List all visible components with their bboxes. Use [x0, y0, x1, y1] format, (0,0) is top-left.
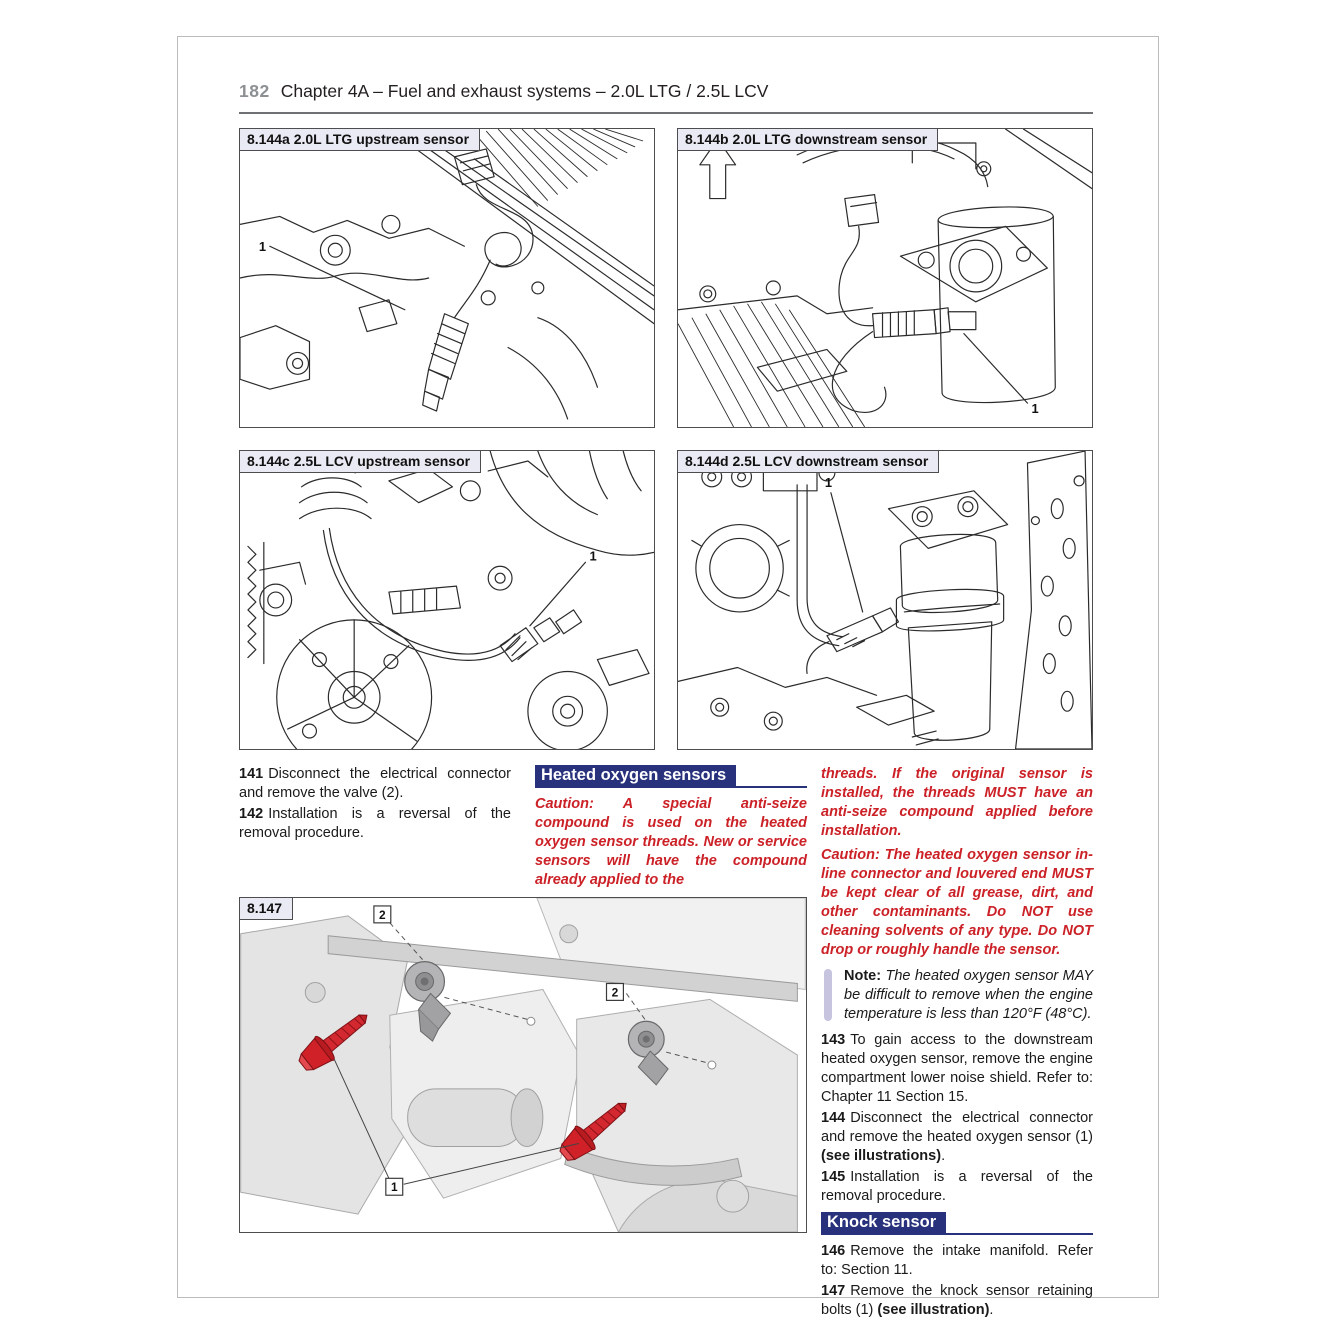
figure-caption: 8.144d 2.5L LCV downstream sensor	[677, 450, 939, 473]
figure-8147	[239, 897, 807, 1233]
callout-2b	[607, 983, 624, 1000]
step-number: 143	[821, 1032, 846, 1048]
step-number: 147	[821, 1283, 846, 1299]
column-1	[239, 765, 511, 897]
column-2	[535, 765, 807, 897]
figure-caption: 8.144a 2.0L LTG upstream sensor	[239, 128, 480, 151]
text-section	[239, 765, 1093, 1322]
section-heading-rule	[946, 1233, 1093, 1235]
page-title: Chapter 4A – Fuel and exhaust systems – 2.0L LTG / 2.5L LCV	[280, 81, 769, 101]
knock-sensor-illustration	[240, 898, 806, 1232]
page-number: 182	[239, 81, 270, 101]
figure-caption: 8.147	[239, 897, 293, 920]
step-143	[821, 1031, 1093, 1107]
engine-line-art-downstream-lcv	[678, 451, 1092, 749]
note-text: The heated oxygen sensor MAY be difficult to remove when the engine temperature is less than 120°F (48°C).	[844, 968, 1094, 1022]
step-141	[239, 765, 511, 803]
section-heading-knock-sensor	[821, 1212, 1093, 1235]
step-text: Remove the intake manifold. Refer to: Section 11.	[821, 1243, 1093, 1278]
figure-8144d	[677, 450, 1093, 750]
see-illustration: (see illustration)	[877, 1302, 990, 1318]
engine-line-art-upstream-ltg	[240, 129, 654, 427]
line-art-detail	[248, 451, 654, 749]
see-illustrations: (see illustrations)	[821, 1148, 942, 1164]
figure-8144c	[239, 450, 655, 750]
starter-motor	[408, 1089, 525, 1147]
note-label: Note:	[844, 968, 882, 984]
section-heading-label: Knock sensor	[821, 1212, 946, 1235]
left-column-group	[239, 765, 807, 1322]
callout-2a	[374, 906, 391, 923]
step-145	[821, 1168, 1093, 1206]
step-text: Installation is a reversal of the removal procedure.	[821, 1169, 1093, 1204]
caution-paragraph: Caution: A special anti-seize compound is used on the heated oxygen sensor threads. New or service sensors will have the compound already applied to the	[535, 796, 807, 888]
two-column-text	[239, 765, 807, 897]
callout-label: 2	[379, 907, 386, 922]
step-text-after: .	[941, 1148, 946, 1164]
figure-caption: 8.144b 2.0L LTG downstream sensor	[677, 128, 938, 151]
header-rule	[239, 112, 1093, 114]
step-number: 144	[821, 1110, 846, 1126]
column-3	[821, 765, 1093, 1322]
step-number: 146	[821, 1243, 846, 1259]
step-text: Remove the knock sensor retaining bolts (1)	[821, 1283, 1093, 1318]
section-heading-rule	[736, 786, 807, 788]
callout-1: 1	[824, 474, 833, 490]
line-art-detail	[678, 451, 1092, 749]
engine-line-art-downstream-ltg	[678, 129, 1092, 427]
note-bar	[824, 969, 832, 1021]
step-text: Disconnect the electrical connector and remove the valve (2).	[239, 766, 511, 801]
line-art-detail	[240, 129, 654, 419]
step-147	[821, 1282, 1093, 1320]
figure-8144a	[239, 128, 655, 428]
step-146	[821, 1242, 1093, 1280]
step-number: 141	[239, 766, 264, 782]
step-text: To gain access to the downstream heated oxygen sensor, remove the engine compartment lower noise shield. Refer to: Chapter 11 Section 15.	[821, 1032, 1093, 1105]
section-heading-heated-oxygen-sensors	[535, 765, 807, 788]
line-art-detail	[678, 129, 1092, 412]
step-text: Disconnect the electrical connector and remove the heated oxygen sensor (1)	[821, 1110, 1093, 1145]
step-text: Installation is a reversal of the removal procedure.	[239, 806, 511, 841]
callout-1: 1	[258, 239, 267, 255]
note-block	[821, 967, 1093, 1024]
caution-paragraph-2: Caution: The heated oxygen sensor in-line connector and louvered end MUST be kept clear of all grease, dirt, and other contaminants. Do NOT use cleaning solvents of any type. Do NOT drop or roughly handle the sensor.	[821, 847, 1093, 958]
step-144	[821, 1109, 1093, 1166]
callout-1: 1	[589, 548, 597, 564]
page-header	[239, 81, 1093, 102]
step-number: 145	[821, 1169, 846, 1185]
section-heading-label: Heated oxygen sensors	[535, 765, 736, 788]
fin-hatching	[474, 129, 643, 206]
figure-grid	[239, 128, 1093, 750]
callout-label: 1	[390, 1180, 398, 1195]
step-number: 142	[239, 806, 264, 822]
step-142	[239, 805, 511, 843]
engine-line-art-upstream-lcv	[240, 451, 654, 749]
callout-leader	[831, 493, 863, 612]
callout-label: 2	[611, 985, 619, 1000]
figure-8144b	[677, 128, 1093, 428]
callout-leader	[964, 334, 1028, 403]
callout-leader	[270, 246, 405, 310]
callout-1: 1	[1031, 401, 1039, 417]
figure-caption: 8.144c 2.5L LCV upstream sensor	[239, 450, 481, 473]
callout-1	[386, 1178, 403, 1195]
manual-page	[177, 36, 1159, 1318]
engine-render-background	[241, 898, 806, 1232]
step-text-after: .	[989, 1302, 994, 1318]
caution-continued: threads. If the original sensor is installed, the threads MUST have an anti-seize compound applied before installation.	[821, 766, 1093, 839]
